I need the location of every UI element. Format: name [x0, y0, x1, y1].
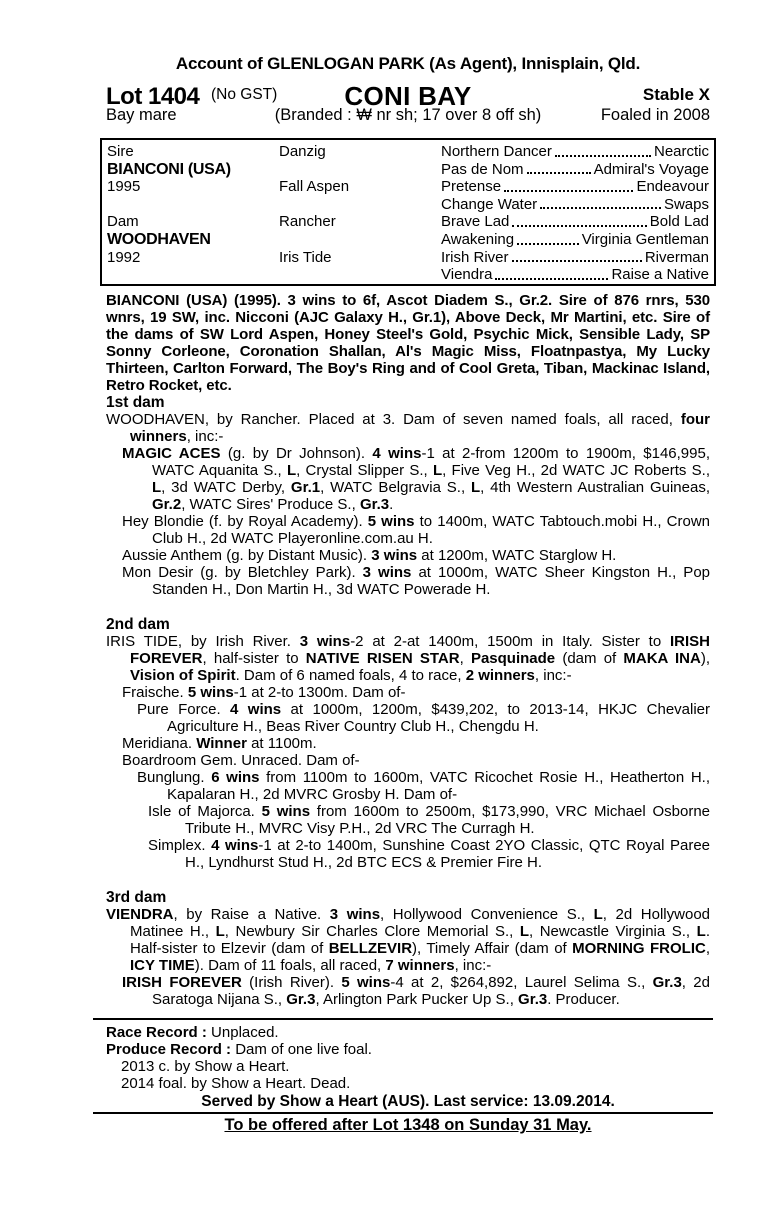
ancestor-name: Pretense	[441, 178, 502, 196]
ancestor-name: Pas de Nom	[441, 160, 524, 178]
dam-entry: IRIS TIDE, by Irish River. 3 wins-2 at 2-at 1400m, 1500m in Italy. Sister to IRISH FOREVER, half-sister to NATIVE RISEN STAR, Pasquinade (dam of MAKA INA), Vision of Spirit. Dam of 6 named foals, 4 to race, 2 winners, inc:-	[106, 633, 711, 684]
divider-rule	[93, 1112, 713, 1114]
foal-entry: Mon Desir (g. by Bletchley Park). 3 wins at 1000m, WATC Sheer Kingston H., Pop Standen H., Don Martin H., 3d WATC Powerade H.	[122, 564, 710, 598]
produce-record-value: Dam of one live foal.	[235, 1041, 372, 1058]
description-row	[106, 107, 710, 127]
race-record-value: Unplaced.	[211, 1024, 279, 1041]
colour-sex-label: Bay mare	[106, 106, 177, 124]
foal-entry: Simplex. 4 wins-1 at 2-to 1400m, Sunshine Coast 2YO Classic, QTC Royal Paree H., Lyndhurst Stud H., 2d BTC ECS & Premier Fire H.	[148, 837, 710, 871]
dot-leader	[512, 249, 642, 263]
offered-note: To be offered after Lot 1348 on Sunday 31 May.	[224, 1116, 592, 1134]
ancestor-row	[441, 196, 709, 214]
dot-leader	[555, 143, 651, 157]
ancestor-row	[441, 178, 709, 196]
foal-entry: MAGIC ACES (g. by Dr Johnson). 4 wins-1 at 2-from 1200m to 1900m, $146,995, WATC Aquanita S., L, Crystal Slipper S., L, Five Veg H., 2d WATC JC Roberts S., L, 3d WATC Derby, Gr.1, WATC Belgravia S., L, 4th Western Australian Guineas, Gr.2, WATC Sires' Produce S., Gr.3.	[122, 445, 710, 513]
grandsire-name: Rancher	[279, 213, 336, 231]
sire-name: BIANCONI (USA)	[107, 160, 231, 178]
brand-description: (Branded : ₩ nr sh; 17 over 8 off sh)	[274, 106, 542, 124]
sire-summary: BIANCONI (USA) (1995). 3 wins to 6f, Ascot Diadem S., Gr.2. Sire of 876 rnrs, 530 wnrs, 19 SW, inc. Nicconi (AJC Galaxy H., Gr.1), Above Deck, Mr Martini, etc. Sire of the dams of SW Lord Aspen, Honey Steel's Gold, Psychic Mick, Sensible Lady, SP Sonny Corleone, Coronation Shallan, Al's Magic Miss, Floatnpastya, My Lucky Thirteen, Carlton Forward, The Boy's Ring and of Cool Greta, Tiban, Mackinac Island, Retro Rocket, etc.	[106, 292, 710, 394]
ancestor-name: Riverman	[644, 248, 709, 266]
dam-entry: WOODHAVEN, by Rancher. Placed at 3. Dam of seven named foals, all raced, four winners, inc:-	[106, 411, 710, 445]
dot-leader	[527, 161, 591, 175]
ancestor-name: Bold Lad	[649, 213, 709, 231]
ancestor-name: Irish River	[441, 248, 509, 266]
divider-rule	[93, 1018, 713, 1020]
served-by-line: Served by Show a Heart (AUS). Last service: 13.09.2014.	[201, 1093, 615, 1110]
ancestor-row	[441, 161, 709, 179]
foal-entry: Aussie Anthem (g. by Distant Music). 3 wins at 1200m, WATC Starglow H.	[122, 547, 617, 564]
dam-name: WOODHAVEN	[107, 230, 211, 248]
stable-label: Stable X	[642, 85, 710, 104]
granddam-name: Fall Aspen	[279, 178, 350, 196]
ancestor-name: Change Water	[441, 195, 538, 213]
ancestor-name: Northern Dancer	[441, 143, 552, 160]
horse-name: CONI BAY	[344, 81, 472, 111]
lot-header-row	[106, 77, 710, 111]
race-record	[106, 1024, 710, 1041]
second-dam-heading: 2nd dam	[106, 616, 170, 633]
dot-leader	[512, 213, 646, 227]
foal-entry: Pure Force. 4 wins at 1000m, 1200m, $439,202, to 2013-14, HKJC Chevalier Agriculture H., Beas River Country Club H., Chengdu H.	[137, 701, 711, 735]
sire-year: 1995	[107, 178, 141, 196]
dot-leader	[540, 196, 661, 210]
dot-leader	[495, 266, 608, 280]
ancestor-name: Virginia Gentleman	[581, 230, 709, 248]
produce-entry: 2013 c. by Show a Heart.	[121, 1058, 290, 1075]
produce-record-label: Produce Record :	[106, 1041, 236, 1058]
produce-record	[106, 1041, 710, 1058]
pedigree-table	[100, 138, 716, 286]
dam-role-label: Dam	[107, 213, 139, 231]
page-content	[106, 55, 710, 1134]
dam-entry: VIENDRA, by Raise a Native. 3 wins, Hollywood Convenience S., L, 2d Hollywood Matinee H., L, Newbury Sir Charles Clore Memorial S., L, Newcastle Virginia S., L. Half-sister to Elzevir (dam of BELLZEVIR), Timely Affair (dam of MORNING FROLIC, ICY TIME). Dam of 11 foals, all raced, 7 winners, inc:-	[106, 906, 710, 974]
lot-number: Lot 1404	[106, 83, 200, 110]
third-dam-heading: 3rd dam	[106, 889, 167, 906]
ancestor-row	[441, 266, 709, 284]
ancestor-name: Endeavour	[636, 178, 709, 196]
dot-leader	[504, 178, 633, 192]
produce-entry: 2014 foal. by Show a Heart. Dead.	[121, 1075, 351, 1092]
ancestor-row	[441, 213, 709, 231]
first-dam-heading: 1st dam	[106, 394, 165, 411]
pedigree-details	[106, 292, 710, 1008]
dot-leader	[517, 231, 579, 245]
foal-entry: Meridiana. Winner at 1100m.	[122, 735, 317, 752]
ancestor-name: Raise a Native	[611, 266, 709, 284]
foal-entry: Bunglung. 6 wins from 1100m to 1600m, VATC Ricochet Rosie H., Heatherton H., Kapalaran H., 2d MVRC Grosby H. Dam of-	[137, 769, 710, 803]
ancestor-name: Admiral's Voyage	[593, 160, 709, 178]
gst-note: (No GST)	[211, 86, 278, 103]
ancestor-name: Awakening	[441, 230, 515, 248]
ancestor-row	[441, 143, 709, 161]
granddam-name: Iris Tide	[279, 248, 332, 266]
ancestor-row	[441, 249, 709, 267]
grandsire-name: Danzig	[279, 143, 326, 160]
dam-year: 1992	[107, 248, 141, 266]
foal-entry: Hey Blondie (f. by Royal Academy). 5 wins to 1400m, WATC Tabtouch.mobi H., Crown Club H., 2d WATC Playeronline.com.au H.	[122, 513, 710, 547]
foal-entry: Isle of Majorca. 5 wins from 1600m to 2500m, $173,990, VRC Michael Osborne Tribute H., MVRC Visy P.H., 2d VRC The Curragh H.	[148, 803, 711, 837]
foaled-label: Foaled in 2008	[600, 106, 710, 124]
ancestor-name: Nearctic	[653, 143, 709, 160]
ancestor-name: Brave Lad	[441, 213, 510, 231]
foal-entry: IRISH FOREVER (Irish River). 5 wins-4 at 2, $264,892, Laurel Selima S., Gr.3, 2d Saratoga Nijana S., Gr.3, Arlington Park Pucker Up S., Gr.3. Producer.	[122, 974, 710, 1008]
race-record-label: Race Record :	[106, 1024, 212, 1041]
ancestor-name: Viendra	[441, 266, 493, 284]
sire-role-label: Sire	[107, 143, 134, 160]
foal-entry: Fraische. 5 wins-1 at 2-to 1300m. Dam of-	[122, 684, 406, 701]
ancestor-row	[441, 231, 709, 249]
ancestor-name: Swaps	[663, 195, 709, 213]
account-line: Account of GLENLOGAN PARK (As Agent), Innisplain, Qld.	[175, 54, 641, 73]
foal-entry: Boardroom Gem. Unraced. Dam of-	[122, 752, 360, 769]
